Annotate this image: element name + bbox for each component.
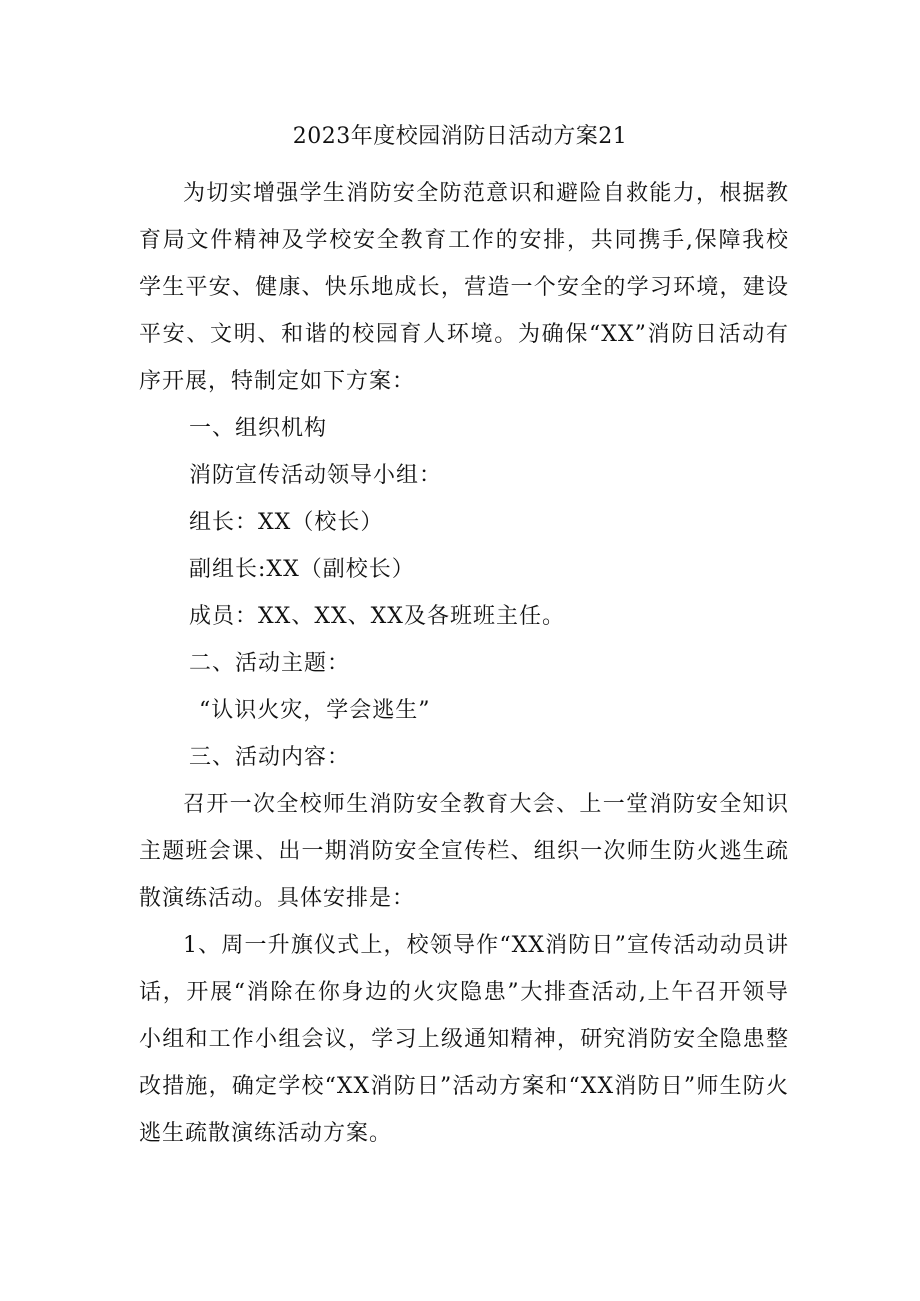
group-leader-line: 组长：XX（校长） [189, 510, 384, 535]
intro-paragraph: 为切实增强学生消防安全防范意识和避险自救能力，根据教育局文件精神及学校安全教育工作的安排，共同携手,保障我校学生平安、健康、快乐地成长，营造一个安全的学习环境，建设平安、文明、和谐的校园育人环境。为确保“XX”消防日活动有序开展，特制定如下方案： [139, 181, 789, 394]
content-paragraph: 召开一次全校师生消防安全教育大会、上一堂消防安全知识主题班会课、出一期消防安全宣传栏、组织一次师生防火逃生疏散演练活动。具体安排是： [139, 792, 789, 911]
leader-group-label: 消防宣传活动领导小组： [189, 463, 443, 488]
section-heading-organization: 一、组织机构 [189, 416, 328, 441]
section-heading-content: 三、活动内容： [189, 745, 351, 770]
item-1-paragraph: 1、周一升旗仪式上，校领导作“XX消防日”宣传活动动员讲话，开展“消除在你身边的火灾隐患”大排查活动,上午召开领导小组和工作小组会议，学习上级通知精神，研究消防安全隐患整改措施，确定学校“XX消防日”活动方案和“XX消防日”师生防火逃生疏散演练活动方案。 [139, 933, 789, 1146]
document-title: 2023年度校园消防日活动方案21 [292, 124, 628, 149]
activity-theme-quote: “认识火灾，学会逃生” [199, 698, 431, 723]
document-body [139, 170, 789, 1157]
section-heading-theme: 二、活动主题： [189, 651, 351, 676]
members-line: 成员：XX、XX、XX及各班班主任。 [189, 604, 565, 629]
deputy-leader-line: 副组长:XX（副校长） [189, 557, 415, 582]
